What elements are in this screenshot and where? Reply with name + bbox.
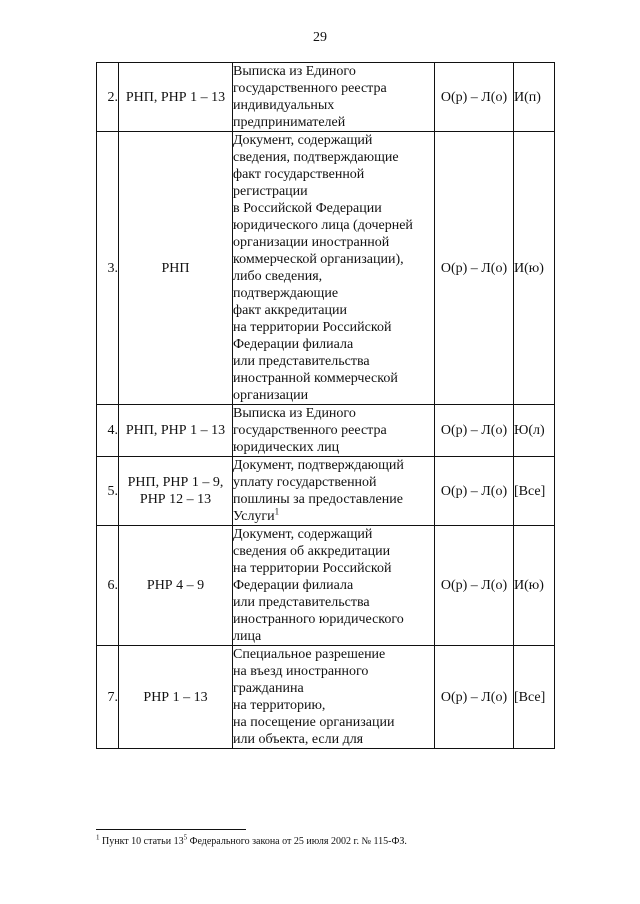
- description-text: организации иностранной: [233, 235, 390, 250]
- description-text: индивидуальных: [233, 98, 335, 113]
- description-line: [233, 422, 434, 439]
- row-description: [233, 526, 435, 646]
- row-status: О(р) – Л(о): [435, 132, 514, 405]
- code-line: РНП, РНР 1 – 13: [125, 423, 226, 438]
- description-line: [233, 457, 434, 474]
- row-number: 5.: [97, 457, 119, 526]
- description-line: [233, 114, 434, 131]
- description-text: государственного реестра: [233, 81, 387, 96]
- description-line: [233, 132, 434, 149]
- description-text: юридических лиц: [233, 440, 340, 455]
- description-line: [233, 217, 434, 234]
- footnote: [96, 833, 407, 847]
- description-line: [233, 594, 434, 611]
- row-code: [119, 526, 233, 646]
- code-line: РНР 12 – 13: [139, 492, 212, 507]
- description-text: на въезд иностранного: [233, 664, 369, 679]
- description-text: Документ, содержащий: [233, 133, 373, 148]
- description-line: [233, 80, 434, 97]
- description-text: коммерческой организации),: [233, 252, 404, 267]
- description-text: юридического лица (дочерней: [233, 218, 413, 233]
- description-text: Выписка из Единого: [233, 406, 356, 421]
- description-line: [233, 543, 434, 560]
- row-code: [119, 132, 233, 405]
- table-row: [97, 132, 555, 405]
- row-category: И(ю): [514, 526, 555, 646]
- description-line: [233, 387, 434, 404]
- description-line: [233, 508, 434, 525]
- description-text: Федерации филиала: [233, 578, 354, 593]
- code-line: РНР 1 – 13: [143, 689, 208, 705]
- description-line: [233, 646, 434, 663]
- description-line: [233, 97, 434, 114]
- row-number: 4.: [97, 405, 119, 457]
- description-line: [233, 405, 434, 422]
- description-line: [233, 611, 434, 628]
- code-line: РНП: [161, 260, 190, 276]
- page-number: 29: [313, 30, 327, 45]
- row-number: 6.: [97, 526, 119, 646]
- description-text: факт аккредитации: [233, 303, 347, 318]
- row-code: [119, 63, 233, 132]
- footnote-text-after: Федерального закона от 25 июля 2002 г. № 115-ФЗ.: [187, 836, 407, 847]
- description-line: [233, 336, 434, 353]
- description-text: предпринимателей: [233, 115, 346, 130]
- row-code: [119, 457, 233, 526]
- description-line: [233, 63, 434, 80]
- description-text: подтверждающие: [233, 286, 339, 301]
- table-row: [97, 405, 555, 457]
- description-text: уплату государственной: [233, 475, 377, 490]
- description-text: в Российской Федерации: [233, 201, 382, 216]
- description-line: [233, 491, 434, 508]
- description-text: гражданина: [233, 681, 304, 696]
- requirements-table: [96, 62, 555, 749]
- description-line: [233, 234, 434, 251]
- description-text: факт государственной: [233, 167, 365, 182]
- description-text: или представительства: [233, 595, 370, 610]
- row-status: О(р) – Л(о): [435, 405, 514, 457]
- row-description: [233, 132, 435, 405]
- description-text: Выписка из Единого: [233, 64, 356, 79]
- description-line: [233, 663, 434, 680]
- description-text: государственного реестра: [233, 423, 387, 438]
- description-text: Специальное разрешение: [233, 647, 386, 662]
- code-line: РНП, РНР 1 – 13: [125, 89, 226, 105]
- description-text: сведения об аккредитации: [233, 544, 391, 559]
- footnote-text-before: Пункт 10 статьи 13: [102, 836, 184, 847]
- description-line: [233, 251, 434, 268]
- description-text: Документ, подтверждающий: [233, 458, 404, 473]
- footnote-reference: 1: [274, 506, 280, 517]
- description-line: [233, 577, 434, 594]
- description-line: [233, 200, 434, 217]
- description-line: [233, 680, 434, 697]
- description-line: [233, 319, 434, 336]
- row-description: [233, 457, 435, 526]
- description-text: Услуги: [233, 509, 275, 524]
- description-text: на территории Российской: [233, 561, 392, 576]
- row-code: [119, 405, 233, 457]
- row-category: И(ю): [514, 132, 555, 405]
- table-row: [97, 526, 555, 646]
- description-line: [233, 714, 434, 731]
- table-row: [97, 646, 555, 749]
- code-line: РНП, РНР 1 – 9,: [127, 475, 224, 490]
- description-line: [233, 731, 434, 748]
- description-text: лица: [233, 629, 262, 644]
- table-row: [97, 457, 555, 526]
- table-row: [97, 63, 555, 132]
- description-line: [233, 183, 434, 200]
- row-status: О(р) – Л(о): [435, 63, 514, 132]
- row-status: О(р) – Л(о): [435, 646, 514, 749]
- row-description: [233, 646, 435, 749]
- description-text: пошлины за предоставление: [233, 492, 403, 507]
- description-line: [233, 474, 434, 491]
- description-text: организации: [233, 388, 309, 403]
- description-line: [233, 526, 434, 543]
- description-text: регистрации: [233, 184, 308, 199]
- description-line: [233, 166, 434, 183]
- code-line: РНР 4 – 9: [146, 578, 205, 593]
- description-line: [233, 353, 434, 370]
- description-text: иностранной коммерческой: [233, 371, 398, 386]
- description-text: или объекта, если для: [233, 732, 364, 747]
- row-category: И(п): [514, 63, 555, 132]
- row-status: О(р) – Л(о): [435, 526, 514, 646]
- description-line: [233, 268, 434, 285]
- row-description: [233, 63, 435, 132]
- description-line: [233, 285, 434, 302]
- description-line: [233, 302, 434, 319]
- row-category: [Все]: [514, 646, 555, 749]
- row-description: [233, 405, 435, 457]
- row-category: [Все]: [514, 457, 555, 526]
- description-line: [233, 628, 434, 645]
- description-text: или представительства: [233, 354, 370, 369]
- description-text: сведения, подтверждающие: [233, 150, 399, 165]
- description-line: [233, 439, 434, 456]
- description-text: на территорию,: [233, 698, 326, 713]
- description-text: иностранного юридического: [233, 612, 404, 627]
- description-line: [233, 697, 434, 714]
- description-text: на территории Российской: [233, 320, 392, 335]
- description-text: либо сведения,: [233, 269, 323, 284]
- description-line: [233, 560, 434, 577]
- description-text: Федерации филиала: [233, 337, 354, 352]
- row-number: 2.: [97, 63, 119, 132]
- row-category: Ю(л): [514, 405, 555, 457]
- row-code: [119, 646, 233, 749]
- row-number: 3.: [97, 132, 119, 405]
- description-text: Документ, содержащий: [233, 527, 373, 542]
- row-status: О(р) – Л(о): [435, 457, 514, 526]
- footnote-mark: 1: [96, 833, 100, 842]
- footnote-sup: 5: [183, 833, 188, 842]
- footnote-divider: [96, 829, 246, 830]
- row-number: 7.: [97, 646, 119, 749]
- description-line: [233, 149, 434, 166]
- description-text: на посещение организации: [233, 715, 395, 730]
- description-line: [233, 370, 434, 387]
